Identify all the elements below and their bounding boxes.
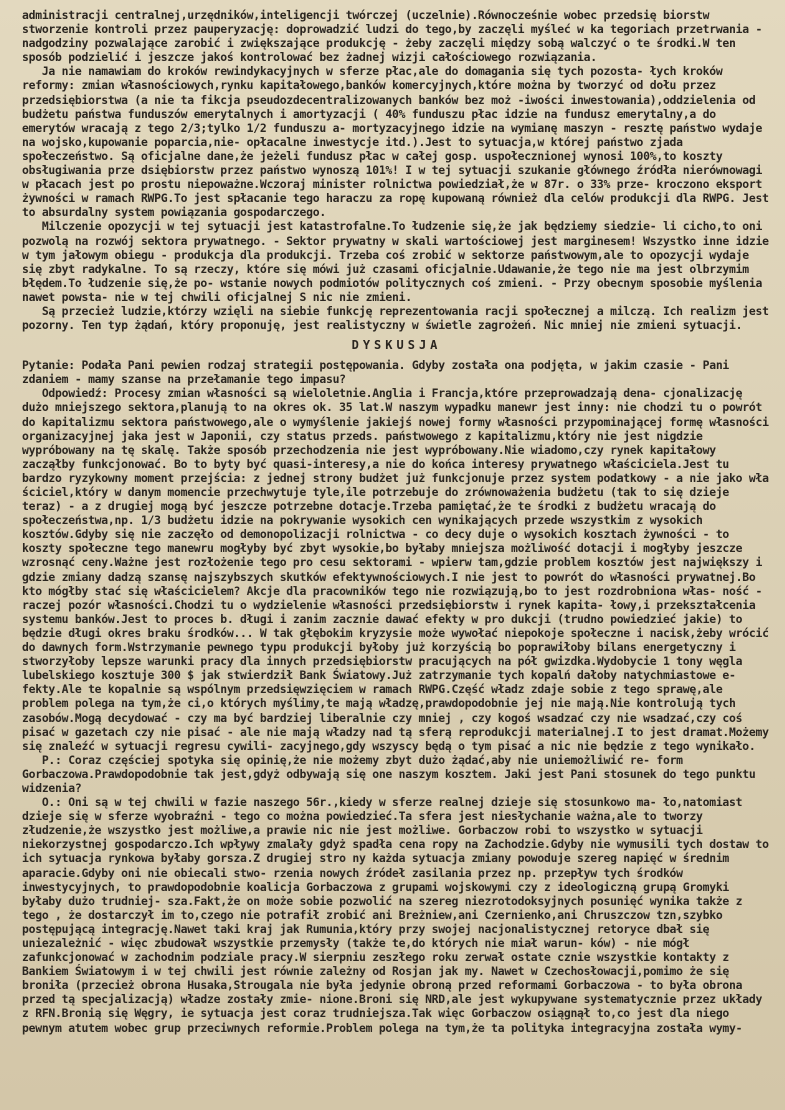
body-paragraph: Milczenie opozycji w tej sytuacji jest katastrofalne.To łudzenie się,że jak będziemy siedzie- li cicho,to oni pozwolą na rozwój sektora prywatnego. - Sektor prywatny w skali wartościowej jest marginesem! Wszystko inne idzie w tym jałowym obiegu - produkcja dla produkcji. Trzeba coś zrobić w sektorze państwowym,ale to opozycji wydaje się zbyt radykalne. To są rzeczy, które się mówi już czasami oficjalnie.Udawanie,że tego nie ma jest olbrzymim błędem.To łudzenie się,że po- wstanie nowych podmiotów politycznych coś zmieni. - Przy obecnym sposobie myślenia nawet powsta- nie w tej chwili oficjalnej S nic nie zmieni. [22, 219, 776, 304]
answer-paragraph: O.: Oni są w tej chwili w fazie naszego 56r.,kiedy w sferze realnej dzieje się stosunkowo ma- ło,natomiast dzieje się w sferze wyobraźni - tego co można powiedzieć.Ta sfera jest niesłychanie ważna,ale to tworzy złudzenie,że wszystko jest możliwe,a prawie nic nie jest możliwe. Gorbaczow robi to wszystko w sytuacji niekorzystnej gospodarczo.Ich wpływy zmalały gdyż spadła cena ropy na Zachodzie.Gdyby nie wymusili tych dostaw to ich sytuacja rynkowa byłaby gorsza.Z drugiej stro ny każda sytuacja zmiany powoduje szereg napięć w średnim aparacie.Gdyby oni nie obiecali stwo- rzenia nowych źródeł zasilania przez np. przepływ tych środków inwestycyjnych, to prawdopodobnie koalicja Gorbaczowa z grupami wojskowymi czy z ideologiczną grupą Gromyki byłaby dużo trudniej- sza.Fakt,że on może sobie pozwolić na szereg niezrotodoksyjnych posunięć wynika także z tego , że dostarczył im to,czego nie potrafił zrobić ani Breżniew,ani Czernienko,ani Chruszczow tzn,szybko postępującą integrację.Nawet taki kraj jak Rumunia,który przy swojej nacjonalistycznej retoryce dbał się uniezależnić - więc zbudował wszystkie przemysły (także te,do których nie miał warun- ków) - nie mógł zafunkcjonować w zachodnim podziale pracy.W sierpniu zeszłego roku zerwał ostate cznie wszystkie kontakty z Bankiem Światowym i w tej chwili jest równie zależny od Rosjan jak my. Nawet w Czechosłowacji,pomimo że się broniła (przecież obrona Husaka,Strougala nie była jedynie obroną przed reformami Gorbaczowa - to była obrona przed tą specjalizacją) władze zostały zmie- nione.Broni się NRD,ale jest wykupywane systematycznie przez układy z RFN.Bronią się Węgry, ie sytuacja jest coraz trudniejsza.Tak więc Gorbaczow osiągnął to,co jest dla niego pewnym atutem wobec grup przeciwnych reformie.Problem polega na tym,że ta polityka integracyjna została wymy- [22, 795, 776, 1035]
section-heading: DYSKUSJA [351, 338, 442, 353]
body-paragraph: administracji centralnej,urzędników,inteligencji twórczej (uczelnie).Równocześnie wobec przedsię biorstw stworzenie kontroli przez pauperyzację: doprowadzić ludzi do tego,by zaczęli myśleć w ka tegoriach przetrwania - nadgodziny pozwalające zarobić i zwiększające produkcję - żeby zaczęli między sobą walczyć o te środki.W ten sposób podzielić i jeszcze jakoś kontrolować bez żadnej wizji całościowego rozwiązania. [22, 8, 769, 65]
question-paragraph: Pytanie: Podała Pani pewien rodzaj strategii postępowania. Gdyby została ona podjęta, w jakim czasie - Pani zdaniem - mamy szanse na przełamanie tego impasu? [22, 358, 736, 387]
answer-paragraph: Odpowiedź: Procesy zmian własności są wieloletnie.Anglia i Francja,które przeprowadzają dena- cjonalizację dużo mniejszego sektora,planują to na okres ok. 35 lat.W naszym wypadku manewr jest inny: nie chodzi tu o powrót do kapitalizmu sektora państwowego,ale o wymyślenie jakiejś nowej formy własności przypominającej formę własności organizacyjnej jaka jest w Japonii, czy status przeds. państwowego z kapitalizmu,który nie jest nigdzie wypróbowany na tę skalę. Także sposób przechodzenia nie jest wypróbowany.Nie wiadomo,czy rynek kapitałowy zacząłby funkcjonować. Bo to byty być quasi-interesy,a nie do końca interesy prywatnego właściciela.Jest tu bardzo ryzykowny moment przejścia: z jednej strony budżet już funkcjonuje przez system podatkowy - a nie jako wła ściciel,który w danym momencie przechwytuje tyle,ile potrzebuje do zrównoważenia budżetu (tak to się dzieje teraz) - a z drugiej mogą być jeszcze potrzebne dotacje.Trzeba pamiętać,że te środki z budżetu wracają do społeczeństwa,np. 1/3 budżetu idzie na pokrywanie wysokich cen wynikających przede wszystkim z wysokich kosztów.Gdyby się nie zaczęło od demonopolizacji rolnictwa - co decy duje o wysokich kosztach żywności - to koszty społeczne tego manewru mogłyby być zbyt wysokie,bo byłaby mniejsza możliwość dotacji i mogłyby jeszcze wzrosnąć ceny.Ważne jest rozłożenie tego pro cesu sektorami - wpierw tam,gdzie problem kosztów jest największy i gdzie zmiany dadzą szansę najszybszych skutków efektywnościowych.I nie jest to powrót do własności prywatnej.Bo kto mógłby stać się właścicielem? Akcje dla pracowników tego nie rozwiązują,bo to jest rozdrobniona włas- ność - raczej pozór własności.Chodzi tu o wydzielenie własności przedsiębiorstw i rynek kapita- łowy,i przekształcenia systemu banków.Jest to proces b. długi i zanim zacznie dawać efekty w pro dukcji (trudno powiedzieć jakie) to będzie długi okres braku środków... W tak głębokim kryzysie może wywołać niepokoje społeczne i nacisk,żeby wrócić do dawnych form.Wstrzymanie pewnego typu produkcji byłoby już korzyścią bo poprawiłoby bilans energetyczny i stworzyłoby lepsze warunki pracy dla innych przedsiębiorstw pracujących na pół gwizdka.Wydobycie 1 tony węgla lubelskiego kosztuje 300 $ jak stwierdził Bank Światowy.Już zatrzymanie tych kopalń dałoby natychmiastowe e- fekty.Ale te kopalnie są wspólnym przedsięwzięciem w ramach RWPG.Część władz zdaje sobie z tego sprawę,ale problem polega na tym,że ci,o których myślimy,te mają władzę,prawdopodobnie jej nie mają.Nie kontrolują tych zasobów.Mogą decydować - czy ma być bardziej liberalnie czy mniej , czy kogoś wsadzać czy nie wsadzać,czy coś pisać w gazetach czy nie pisać - ale nie mają władzy nad tą sferą reprodukcji materialnej.I to jest dramat.Możemy się znaleźć w sytuacji regresu cywili- zacyjnego,gdy wszyscy będą o tym pisać a nic nie będzie z tego wynikało. [22, 386, 776, 753]
question-paragraph: P.: Coraz częściej spotyka się opinię,że nie możemy zbyt dużo żądać,aby nie uniemożliwić re- form Gorbaczowa.Prawdopodobnie tak jest,gdyż odbywają się one naszym kosztem. Jaki jest Pani stosunek do tego punktu widzenia? [22, 752, 763, 795]
body-paragraph: Są przecież ludzie,którzy wzięli na siebie funkcję reprezentowania racji społecznej a milczą. Ich realizm jest pozorny. Ten typ żądań, który proponuję, jest realistyczny w świetle zagrożeń. Nic mniej nie zmieni sytuacji. [22, 303, 776, 333]
body-paragraph: Ja nie namawiam do kroków rewindykacyjnych w sferze płac,ale do domagania się tych pozosta- łych kroków reformy: zmian własnościowych,rynku kapitałowego,banków komercyjnych,które można by tworzyć od dołu przez przedsiębiorstwa (a nie ta fikcja pseudozdecentralizowanych banków bez moż -iwości inwestowania),oddzielenia od budżetu państwa funduszów emerytalnych i amortyzacji ( 40% funduszu płac idzie na fundusz emerytalny,a do emerytów wracają z tego 2/3;tylko 1/2 funduszu a- mortyzacyjnego idzie na wymianę maszyn - resztę państwo wydaje na wojsko,kupowanie poparcia,nie- opłacalne inwestycje itd.).Jest to sytuacja,w której państwo zjada społeczeństwo. Są oficjalne dane,że jeżeli fundusz płac w całej gosp. uspołecznionej wynosi 100%,to koszty obsługiwania prze dsiębiorstw przez państwo wynoszą 101%! I w tej sytuacji szukanie głównego źródła nierównowagi w płacach jest po prostu niepoważne.Wczoraj minister rolnictwa powiedział,że w 87r. o 33% prze- kroczono eksport żywności w ramach RWPG.To jest spłacanie tego haraczu za ropę kupowaną również dla celów produkcji dla RWPG. Jest to absurdalny system powiązania gospodarczego. [22, 64, 776, 220]
